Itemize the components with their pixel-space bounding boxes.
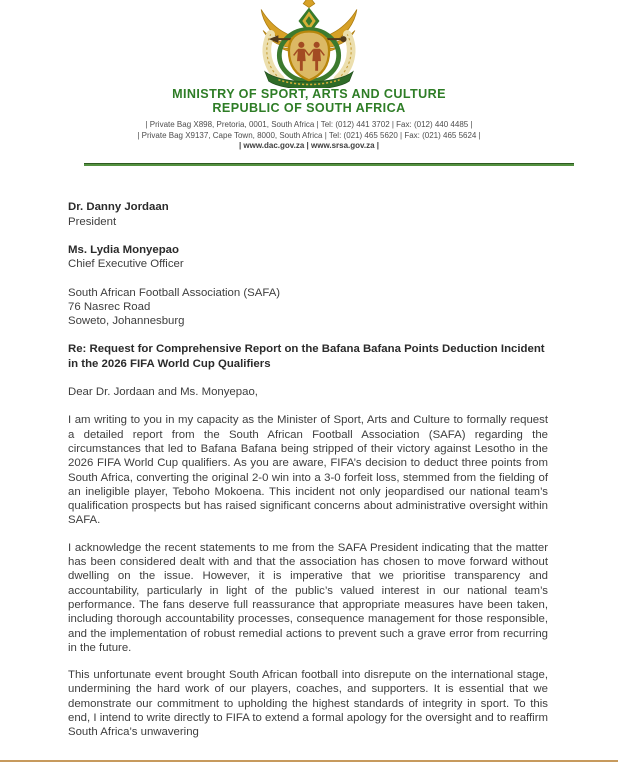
letterhead <box>0 0 618 151</box>
contact-cape-town: | Private Bag X9137, Cape Town, 8000, South Africa | Tel: (021) 465 5620 | Fax: (021) 465 5624 | <box>137 130 481 140</box>
paragraph-1: I am writing to you in my capacity as the Minister of Sport, Arts and Culture to formally request a detailed report from the South African Football Association (SAFA) regarding the circumstances that led to Bafana Bafana being stripped of their victory against Lesotho in the 2026 FIFA World Cup qualifiers. As you are aware, FIFA’s decision to deduct three points from South Africa, converting the original 2-0 win into a 3-0 forfeit loss, stemmed from the fielding of an ineligible player, Teboho Mokoena. This incident not only jeopardised our national team’s qualification prospects but has raised significant concerns about administrative oversight within SAFA. <box>68 414 548 527</box>
contact-websites: | www.dac.gov.za | www.srsa.gov.za | <box>238 141 380 150</box>
contact-info <box>0 120 618 151</box>
salutation: Dear Dr. Jordaan and Ms. Monyepao, <box>68 386 258 399</box>
recipient-2-name: Ms. Lydia Monyepao <box>68 244 179 256</box>
recipient-2 <box>68 243 548 272</box>
recipient-1 <box>68 200 548 229</box>
shield <box>289 31 329 80</box>
recipient-2-title: Chief Executive Officer <box>68 258 184 271</box>
ministry-title-line2: REPUBLIC OF SOUTH AFRICA <box>212 100 406 115</box>
address-line-1: South African Football Association (SAFA) <box>68 286 281 299</box>
subject-line: Re: Request for Comprehensive Report on the Bafana Bafana Points Deduction Incident in the 2026 FIFA World Cup Qualifiers <box>68 343 545 370</box>
contact-pretoria: | Private Bag X898, Pretoria, 0001, South Africa | Tel: (012) 441 3702 | Fax: (012) 440 4485 | <box>145 120 473 130</box>
address-line-3: Soweto, Johannesburg <box>68 315 185 328</box>
recipient-1-title: President <box>68 215 117 228</box>
organisation-address <box>68 286 548 329</box>
header-divider-line <box>84 163 574 166</box>
address-line-2: 76 Nasrec Road <box>68 300 151 313</box>
page-bottom-border <box>0 760 618 762</box>
bird-head <box>303 0 314 8</box>
south-africa-coat-of-arms-icon <box>242 0 376 88</box>
recipient-1-name: Dr. Danny Jordaan <box>68 201 169 214</box>
ministry-title-line1: MINISTRY OF SPORT, ARTS AND CULTURE <box>172 87 446 101</box>
paragraph-3: This unfortunate event brought South African football into disrepute on the international stage, undermining the hard work of our players, coaches, and supporters. It is essential that we demonstrate our commitment to upholding the highest standards of integrity in sport. To this end, I intend to write directly to FIFA to extend a formal apology for the oversight and to reaffirm South Africa’s unwavering <box>68 669 548 739</box>
ministry-title <box>0 88 618 115</box>
paragraph-2: I acknowledge the recent statements to me from the SAFA President indicating that the matter has been considered dealt with and that the association has chosen to move forward without dwelling on the issue. However, it is imperative that we prioritise transparency and accountability, particularly in light of the public’s valued interest in our national team’s performance. The fans deserve full reassurance that appropriate measures have been taken, including thorough accountability processes, consequence management for those responsible, and the implementation of robust remedial actions to prevent such a grave error from recurring in the future. <box>68 541 548 654</box>
letter-body <box>68 200 548 739</box>
